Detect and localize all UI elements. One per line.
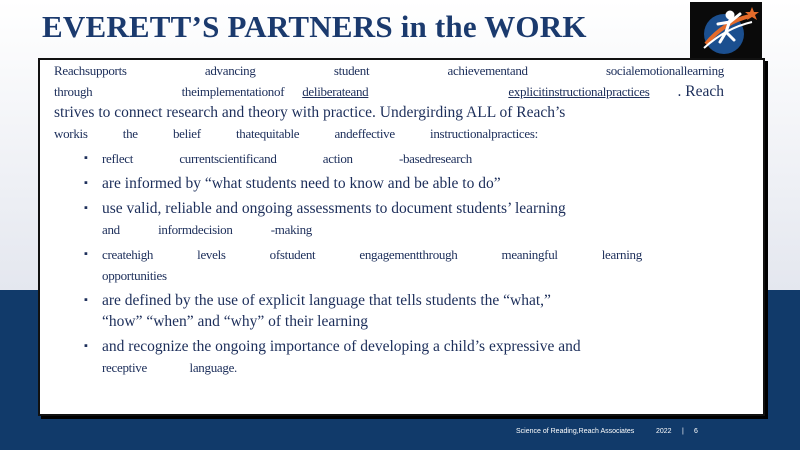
bullet-continuation: “how” “when” and “why” of their learning (102, 313, 368, 330)
bullet-list (54, 148, 724, 378)
bullet-item (54, 290, 724, 332)
word: andeffective (334, 126, 395, 141)
footer-year: 2022 (656, 428, 672, 435)
bullet-line (102, 148, 472, 169)
word: deliberateand (302, 84, 369, 99)
word: student (333, 63, 370, 78)
word: workis (54, 126, 88, 141)
word: currentscientificand (179, 151, 277, 166)
word: learning (601, 247, 642, 262)
bullet-continuation: opportunities (102, 268, 167, 283)
line2-end: . Reach (677, 83, 724, 100)
intro-paragraph (54, 60, 724, 144)
bullet-item (54, 173, 724, 194)
bullet-line: ▪ use valid, reliable and ongoing assessments to document students’ learning (102, 200, 566, 217)
word: instructionalpractices: (430, 126, 538, 141)
bullet-line: ▪ are informed by “what students need to know and be able to do” (102, 175, 501, 192)
bullet-line: ▪ and recognize the ongoing importance of developing a child’s expressive and (102, 338, 581, 355)
word: socialemotionallearning (605, 63, 724, 78)
word: explicitinstructionalpractices (508, 84, 650, 99)
word: ▪ reflect (102, 151, 134, 166)
word: through (54, 84, 93, 99)
bullet-item (54, 336, 724, 378)
bullet-item (54, 198, 724, 240)
footer-source: Science of Reading,Reach Associates (516, 428, 635, 435)
word: theimplementationof (181, 84, 285, 99)
bullet-item (54, 148, 724, 169)
footer-separator: | (682, 428, 684, 435)
word: language. (189, 360, 237, 375)
word: achievementand (447, 63, 528, 78)
word: -making (270, 222, 312, 237)
paragraph-line-1 (54, 60, 724, 81)
reach-associates-logo (690, 2, 762, 60)
bullet-line: ▪ are defined by the use of explicit language that tells students the “what,” (102, 292, 551, 309)
paragraph-line-3: strives to connect research and theory with practice. Undergirding ALL of Reach’s (54, 104, 566, 121)
word: meaningful (501, 247, 558, 262)
word: engagementthrough (359, 247, 458, 262)
word: ▪ createhigh (102, 247, 154, 262)
word: levels (197, 247, 226, 262)
bullet-continuation (102, 357, 237, 378)
paragraph-line-4 (54, 123, 538, 144)
word: ofstudent (269, 247, 316, 262)
word: Reachsupports (54, 63, 127, 78)
word: -basedresearch (398, 151, 472, 166)
word: and (102, 222, 120, 237)
slide-title: EVERETT’S PARTNERS in the WORK (42, 9, 587, 44)
bullet-continuation (102, 219, 312, 240)
footer-page-number: 6 (694, 428, 698, 435)
word: action (322, 151, 353, 166)
paragraph-line-2 (54, 81, 724, 102)
word: the (122, 126, 138, 141)
word: receptive (102, 360, 147, 375)
word: advancing (204, 63, 256, 78)
bullet-line (102, 244, 642, 265)
word: thatequitable (235, 126, 300, 141)
bullet-item (54, 244, 724, 286)
word: belief (172, 126, 201, 141)
content-text (54, 60, 724, 382)
word: informdecision (158, 222, 233, 237)
